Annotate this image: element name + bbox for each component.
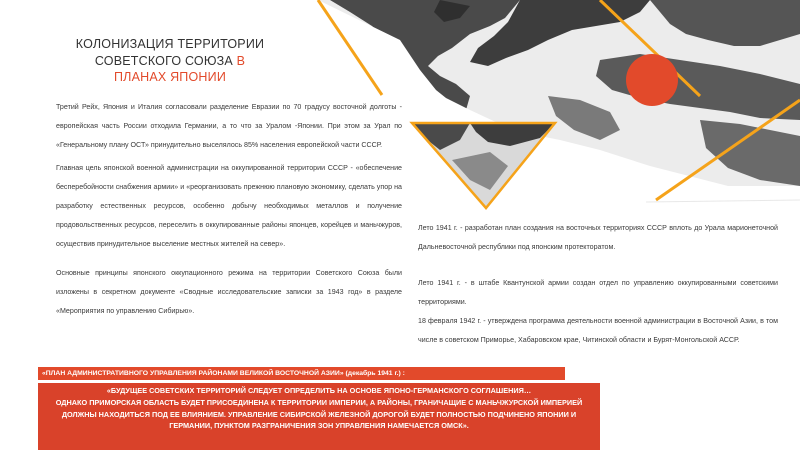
paragraph: Третий Рейх, Япония и Италия согласовали разделение Евразии по 70 градусу восточной долготы - европейская часть России отходила Германии, а то что за Уралом -Японии. При этом за Урал по «Генеральному плану ОСТ» принудительно выселялось 85% населения европейской части СССР. — [56, 103, 402, 149]
title-accent: В — [236, 53, 246, 68]
title-line-1: КОЛОНИЗАЦИЯ ТЕРРИТОРИИ — [75, 37, 265, 51]
timeline-entry: Лето 1941 г. - в штабе Квантунской армии создан отдел по управлению оккупированными советскими территориями. — [418, 279, 778, 306]
quote-box — [38, 383, 600, 450]
triangle-line — [646, 200, 800, 202]
timeline-entry: 18 февраля 1942 г. - утверждена программа деятельности военной администрации в Восточной Азии, в том числе в советском Приморье, Хабаровском крае, Читинской области и Бурят-Монгольской АССР. — [418, 317, 778, 344]
title-line-3: ПЛАНАХ ЯПОНИИ — [113, 70, 227, 84]
plan-banner: «ПЛАН АДМИНИСТРАТИВНОГО УПРАВЛЕНИЯ РАЙОНАМИ ВЕЛИКОЙ ВОСТОЧНОЙ АЗИИ» (декабрь 1941 г.) : — [38, 367, 565, 380]
left-column-text — [56, 98, 402, 321]
slide-title — [60, 36, 280, 86]
quote-line: «БУДУЩЕЕ СОВЕТСКИХ ТЕРРИТОРИЙ СЛЕДУЕТ ОПРЕДЕЛИТЬ НА ОСНОВЕ ЯПОНО-ГЕРМАНСКОГО СОГЛАШЕНИЯ… — [106, 386, 532, 395]
title-line-2: СОВЕТСКОГО СОЮЗА В — [94, 53, 246, 68]
timeline-entry: Лето 1941 г. - разработан план создания на восточных территориях СССР вплоть до Урала марионеточной Дальневосточной республики под японским протекторатом. — [418, 224, 778, 251]
red-sun — [626, 54, 678, 106]
quote-line: ОДНАКО ПРИМОРСКАЯ ОБЛАСТЬ БУДЕТ ПРИСОЕДИНЕНА К ТЕРРИТОРИИ ИМПЕРИИ, А РАЙОНЫ, ГРАНИЧАЩИЕ С МАНЬЧЖУРСКОЙ ИМПЕРИЕЙ ДОЛЖНЫ НАХОДИТЬСЯ ПОД ЕЕ ВЛИЯНИЕМ. УПРАВЛЕНИЕ СИБИРСКОЙ ЖЕЛЕЗНОЙ ДОРОГОЙ БУДЕТ ПОЛНОСТЬЮ ПОДЧИНЕНО ЯПОНИИ И ГЕРМАНИИ, ПУНКТОМ РАЗГРАНИЧЕНИЯ ЗОН УПРАВЛЕНИЯ НАМЕЧАЕТСЯ ОМСК». — [55, 397, 583, 431]
paragraph: Основные принципы японского оккупационного режима на территории Советского Союза были изложены в секретном документе «Сводные исследовательские записки за 1943 год» в разделе «Мероприятия по управлению Сибирью». — [56, 269, 402, 315]
paragraph: Главная цель японской военной администрации на оккупированной территории СССР - «обеспечение бесперебойности снабжения армии» и «реорганизовать прежнюю плановую экономику, сделать упор на разработку естественных ресурсов, особенно добычу необходимых металлов и получение продовольственных ресурсов, переселить в оккупированные районы японцев, корейцев и маньчжуров, осуществив принудительное выселение местных жителей на север». — [56, 164, 402, 248]
right-column-text — [418, 219, 778, 350]
